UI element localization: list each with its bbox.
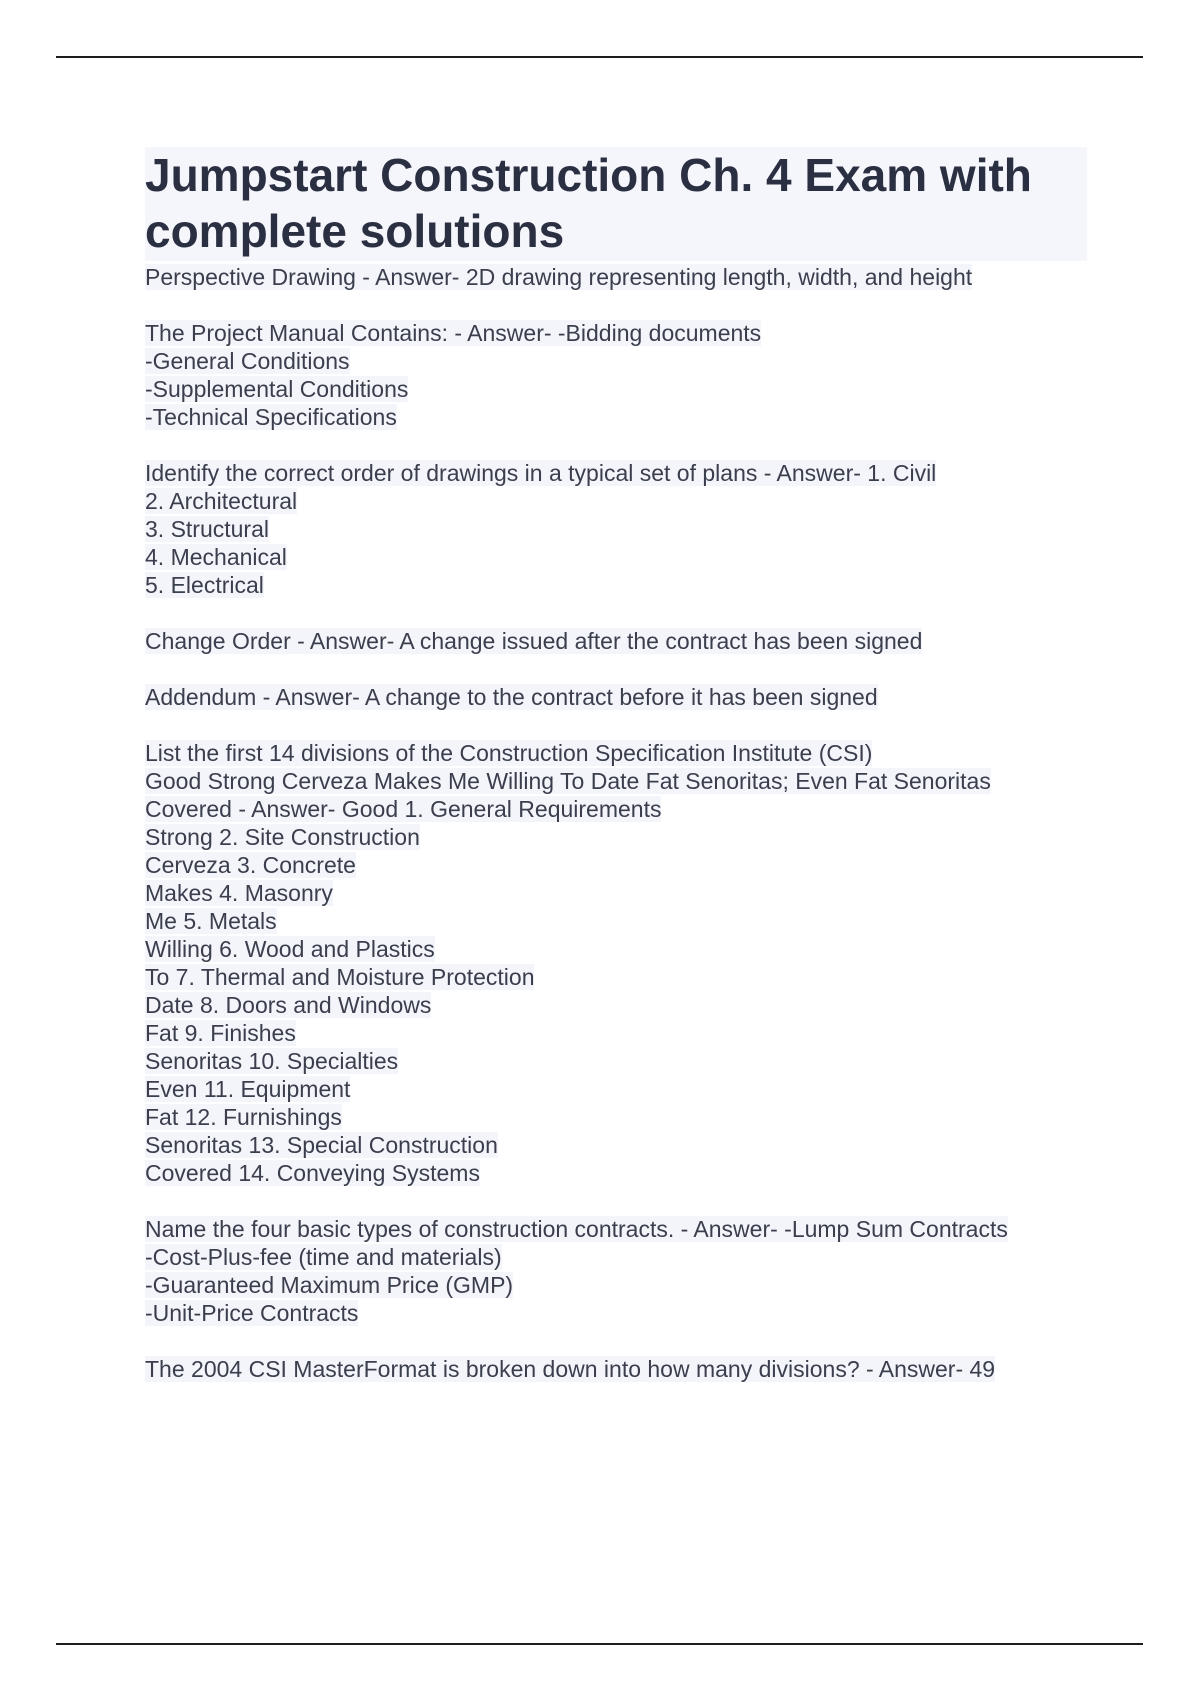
qa-line-text: -Technical Specifications [145, 404, 397, 430]
qa-line-text: Perspective Drawing - Answer- 2D drawing representing length, width, and height [145, 264, 973, 290]
qa-line-text: Fat 12. Furnishings [145, 1104, 342, 1130]
qa-item [145, 319, 1087, 431]
qa-line [145, 627, 1087, 655]
qa-line [145, 1047, 1087, 1075]
qa-line-text: -Supplemental Conditions [145, 376, 409, 402]
qa-line [145, 935, 1087, 963]
qa-line-text: -Guaranteed Maximum Price (GMP) [145, 1272, 514, 1298]
qa-line [145, 795, 1087, 823]
bottom-rule [56, 1643, 1143, 1645]
qa-line-text: 3. Structural [145, 516, 269, 542]
qa-line-text: Me 5. Metals [145, 908, 277, 934]
qa-line [145, 1271, 1087, 1299]
qa-item [145, 263, 1087, 291]
qa-line [145, 991, 1087, 1019]
qa-line [145, 1355, 1087, 1383]
qa-line-text: Good Strong Cerveza Makes Me Willing To Date Fat Senoritas; Even Fat Senoritas [145, 768, 991, 794]
qa-line [145, 879, 1087, 907]
qa-line-text: Senoritas 13. Special Construction [145, 1132, 498, 1158]
qa-line [145, 459, 1087, 487]
qa-line-text: Willing 6. Wood and Plastics [145, 936, 435, 962]
qa-line-text: 5. Electrical [145, 572, 264, 598]
qa-line [145, 487, 1087, 515]
title-line-2: complete solutions [145, 205, 565, 257]
qa-line-text: Addendum - Answer- A change to the contract before it has been signed [145, 684, 878, 710]
qa-line [145, 571, 1087, 599]
qa-line [145, 739, 1087, 767]
qa-line [145, 1159, 1087, 1187]
qa-item [145, 1355, 1087, 1383]
qa-line-text: Even 11. Equipment [145, 1076, 351, 1102]
qa-line-text: Covered 14. Conveying Systems [145, 1160, 480, 1186]
document-body [145, 147, 1087, 1383]
qa-line [145, 263, 1087, 291]
qa-line-text: Cerveza 3. Concrete [145, 852, 356, 878]
qa-item [145, 459, 1087, 599]
qa-line [145, 907, 1087, 935]
qa-list [145, 263, 1087, 1383]
qa-line [145, 767, 1087, 795]
qa-line-text: To 7. Thermal and Moisture Protection [145, 964, 535, 990]
qa-line [145, 347, 1087, 375]
qa-item [145, 627, 1087, 655]
qa-line [145, 1243, 1087, 1271]
top-rule [56, 56, 1143, 58]
document-title [145, 147, 1087, 261]
qa-line-text: List the first 14 divisions of the Construction Specification Institute (CSI) [145, 740, 873, 766]
qa-line-text: -General Conditions [145, 348, 350, 374]
qa-line-text: Makes 4. Masonry [145, 880, 333, 906]
qa-line-text: The 2004 CSI MasterFormat is broken down into how many divisions? - Answer- 49 [145, 1356, 996, 1382]
qa-line [145, 1103, 1087, 1131]
qa-line [145, 515, 1087, 543]
qa-line-text: Covered - Answer- Good 1. General Requirements [145, 796, 662, 822]
qa-line-text: The Project Manual Contains: - Answer- -Bidding documents [145, 320, 762, 346]
qa-line [145, 1019, 1087, 1047]
qa-line [145, 823, 1087, 851]
qa-line-text: 4. Mechanical [145, 544, 287, 570]
qa-line-text: Strong 2. Site Construction [145, 824, 420, 850]
qa-item [145, 1215, 1087, 1327]
qa-line [145, 1215, 1087, 1243]
qa-line-text: Senoritas 10. Specialties [145, 1048, 399, 1074]
qa-line [145, 1075, 1087, 1103]
qa-line [145, 851, 1087, 879]
qa-line-text: Date 8. Doors and Windows [145, 992, 432, 1018]
qa-line-text: -Cost-Plus-fee (time and materials) [145, 1244, 502, 1270]
qa-line [145, 683, 1087, 711]
qa-line-text: Change Order - Answer- A change issued after the contract has been signed [145, 628, 923, 654]
qa-line-text: Identify the correct order of drawings in a typical set of plans - Answer- 1. Civil [145, 460, 937, 486]
qa-line [145, 1299, 1087, 1327]
qa-line [145, 319, 1087, 347]
qa-line-text: Fat 9. Finishes [145, 1020, 296, 1046]
qa-line [145, 963, 1087, 991]
title-line-1: Jumpstart Construction Ch. 4 Exam with [145, 149, 1032, 201]
qa-line-text: -Unit-Price Contracts [145, 1300, 359, 1326]
qa-item [145, 683, 1087, 711]
qa-line-text: 2. Architectural [145, 488, 298, 514]
qa-line-text: Name the four basic types of construction contracts. - Answer- -Lump Sum Contracts [145, 1216, 1008, 1242]
qa-line [145, 375, 1087, 403]
qa-line [145, 403, 1087, 431]
qa-line [145, 1131, 1087, 1159]
qa-line [145, 543, 1087, 571]
qa-item [145, 739, 1087, 1187]
